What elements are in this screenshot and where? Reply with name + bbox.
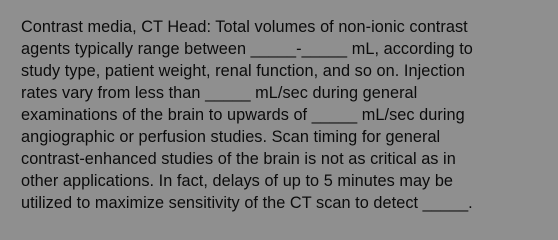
- question-line: study type, patient weight, renal function, and so on. Injection: [21, 62, 465, 80]
- question-line: examinations of the brain to upwards of _____ mL/sec during: [21, 106, 465, 124]
- question-line: other applications. In fact, delays of up to 5 minutes may be: [21, 172, 454, 190]
- question-line: agents typically range between _____-_____ mL, according to: [21, 40, 473, 58]
- question-line: utilized to maximize sensitivity of the CT scan to detect _____.: [21, 194, 473, 212]
- question-line: angiographic or perfusion studies. Scan timing for general: [21, 128, 441, 146]
- question-text: [21, 16, 538, 214]
- question-line: rates vary from less than _____ mL/sec during general: [21, 84, 418, 102]
- question-line: Contrast media, CT Head: Total volumes of non-ionic contrast: [21, 18, 468, 36]
- question-line: contrast-enhanced studies of the brain is not as critical as in: [21, 150, 456, 168]
